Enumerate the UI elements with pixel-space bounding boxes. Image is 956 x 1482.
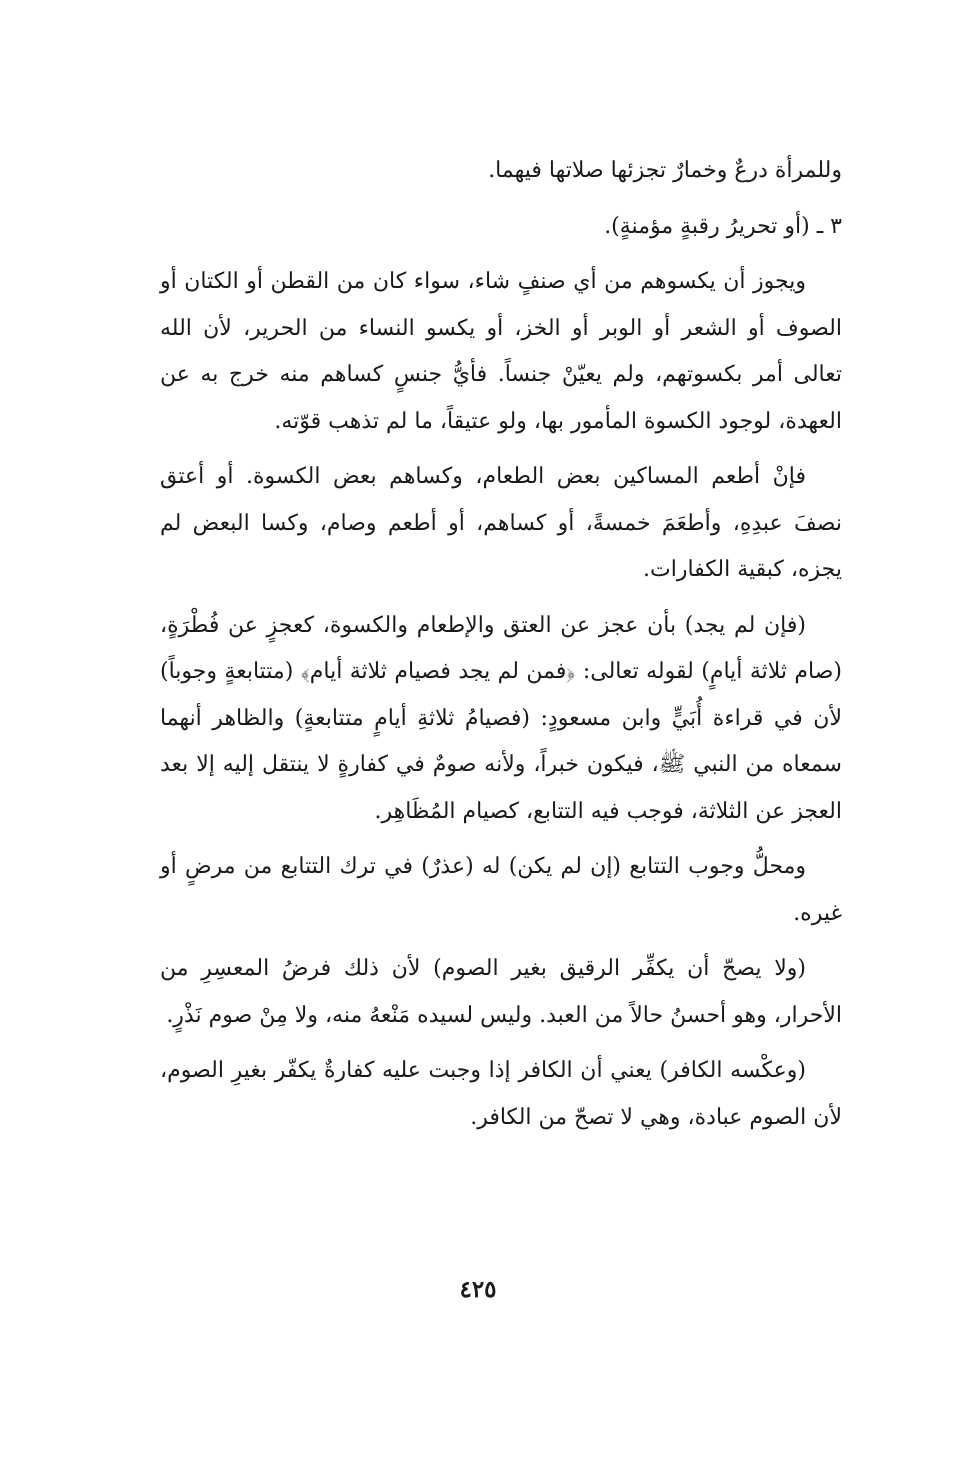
paragraph-fasting-three-days: (فإن لم يجد) بأن عجز عن العتق والإطعام والكسوة، كعجزٍ عن فُطْرَةٍ، (صام ثلاثة أيامٍ) لقوله تعالى: ﴿فمن لم يجد فصيام ثلاثة أيام﴾ (متتابعةٍ وجوباً) لأن في قراءة أُبَيٍّ وابن مسعودٍ: (فصيامُ ثلاثةِ أيامٍ متتابعةٍ) والظاهر أنهما سمعاه من النبي ﷺ، فيكون خبراً، ولأنه صومٌ في كفارةٍ لا ينتقل إليه إلا بعد العجز عن الثلاثة، فوجب فيه التتابع، كصيام المُظَاهِر. [160, 612, 842, 824]
paragraph-woman-garment: وللمرأة درعٌ وخمارٌ تجزئها صلاتها فيهما. [488, 158, 842, 183]
paragraph-clothing-types: ويجوز أن يكسوهم من أي صنفٍ شاء، سواء كان من القطن أو الكتان أو الصوف أو الشعر أو الوبر أو الخز، أو يكسو النساء من الحرير، لأن الله تعالى أمر بكسوتهم، ولم يعيّنْ جنساً. فأيُّ جنسٍ كساهم منه خرج به عن العهدة، لوجود الكسوة المأمور بها، ولو عتيقاً، ما لم تذهب قوّته. [160, 269, 842, 434]
paragraph-partial-expiation: فإنْ أطعم المساكين بعض الطعام، وكساهم بعض الكسوة. أو أعتق نصفَ عبدِهِ، وأطعَمَ خمسةً، أو كساهم، أو أطعم وصام، وكسا البعض لم يجزه، كبقية الكفارات. [160, 464, 842, 582]
paragraph-continuity-excuse: ومحلُّ وجوب التتابع (إن لم يكن) له (عذرٌ) في ترك التتابع من مرضٍ أو غيره. [160, 854, 842, 926]
page-number: ٤٢٥ [459, 1276, 497, 1303]
paragraph-slave-expiation: (ولا يصحّ أن يكفِّر الرقيق بغير الصوم) لأن ذلك فرضُ المعسِرِ من الأحرار، وهو أحسنُ حالاً من العبد. وليس لسيده مَنْعهُ منه، ولا مِنْ صوم نَذْرٍ. [160, 956, 842, 1028]
paragraph-disbeliever-expiation: (وعكْسه الكافر) يعني أن الكافر إذا وجبت عليه كفارةٌ يكفّر بغيرِ الصوم، لأن الصوم عبادة، وهي لا تصحّ من الكافر. [160, 1058, 842, 1130]
paragraph-item-3-heading: ٣ ـ (أو تحريرُ رقبةٍ مؤمنةٍ). [604, 213, 842, 239]
page-body [160, 148, 842, 1150]
